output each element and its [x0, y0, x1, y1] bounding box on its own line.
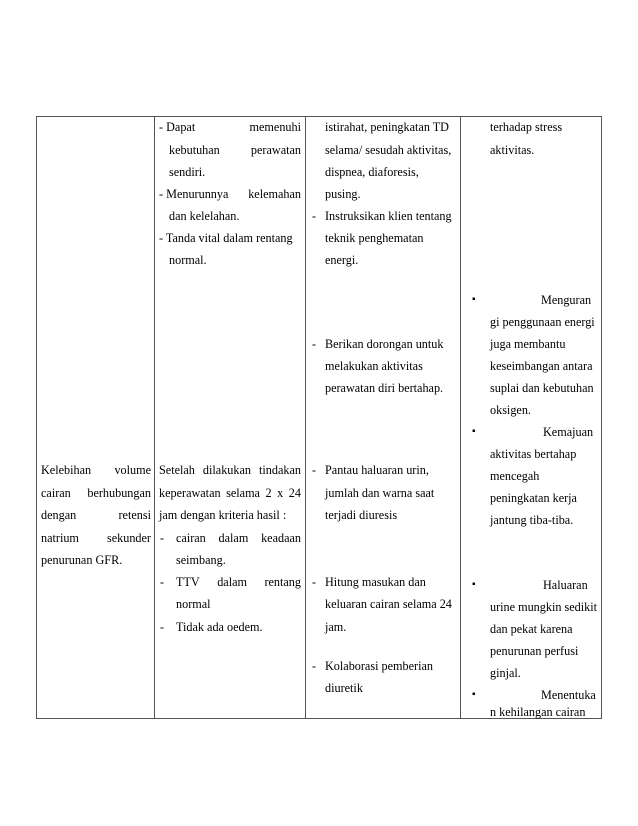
- diagnosis-line-2: cairan berhubungan: [41, 486, 151, 500]
- intervention-line: energi.: [325, 253, 359, 267]
- rationale-line: Menguran: [541, 293, 592, 307]
- rationale-line: aktivitas.: [490, 143, 535, 157]
- criteria-line: jam dengan kriteria hasil :: [159, 508, 287, 522]
- intervention-dash: -: [312, 659, 317, 673]
- rationale-line: keseimbangan antara: [490, 359, 593, 373]
- intervention-dash: -: [312, 337, 317, 351]
- goal-line: sendiri.: [169, 165, 206, 179]
- intervention-dash: -: [312, 463, 317, 477]
- square-bullet-icon: ▪: [472, 579, 476, 590]
- column-divider-2: [305, 116, 306, 719]
- square-bullet-icon: ▪: [472, 689, 476, 700]
- column-divider-1: [154, 116, 155, 719]
- intervention-line: perawatan diri bertahap.: [325, 381, 444, 395]
- criteria-line: normal: [176, 597, 211, 611]
- rationale-line: peningkatan kerja: [490, 491, 577, 505]
- intervention-line: jam.: [325, 620, 347, 634]
- rationale-line: mencegah: [490, 469, 540, 483]
- goal-line: - Menurunnya kelemahan: [159, 187, 301, 201]
- square-bullet-icon: ▪: [472, 426, 476, 437]
- intervention-line: selama/ sesudah aktivitas,: [325, 143, 452, 157]
- intervention-line: pusing.: [325, 187, 361, 201]
- rationale-line: penurunan perfusi: [490, 644, 579, 658]
- diagnosis-line-1: Kelebihan volume: [41, 463, 151, 477]
- rationale-line: gi penggunaan energi: [490, 315, 595, 329]
- rationale-line: ginjal.: [490, 666, 521, 680]
- goal-line: - Tanda vital dalam rentang: [159, 231, 293, 245]
- intervention-line: jumlah dan warna saat: [325, 486, 435, 500]
- intervention-line: diuretik: [325, 681, 363, 695]
- rationale-line: oksigen.: [490, 403, 531, 417]
- rationale-line: terhadap stress: [490, 120, 563, 134]
- rationale-line: dan pekat karena: [490, 622, 573, 636]
- goal-line: dan kelelahan.: [169, 209, 240, 223]
- criteria-line: keperawatan selama 2 x 24: [159, 486, 301, 500]
- rationale-line: Menentuka: [541, 688, 596, 702]
- intervention-line: Hitung masukan dan: [325, 575, 426, 589]
- intervention-line: teknik penghematan: [325, 231, 424, 245]
- intervention-line: Berikan dorongan untuk: [325, 337, 444, 351]
- intervention-dash: -: [312, 209, 317, 223]
- rationale-line: juga membantu: [490, 337, 566, 351]
- square-bullet-icon: ▪: [472, 294, 476, 305]
- column-divider-3: [460, 116, 461, 719]
- rationale-line: urine mungkin sedikit: [490, 600, 597, 614]
- rationale-line: n kehilangan cairan: [490, 705, 586, 719]
- rationale-line: jantung tiba-tiba.: [490, 513, 574, 527]
- intervention-line: dispnea, diaforesis,: [325, 165, 419, 179]
- rationale-line: Kemajuan: [543, 425, 594, 439]
- goal-line: kebutuhan perawatan: [169, 143, 301, 157]
- rationale-line: Haluaran: [543, 578, 588, 592]
- rationale-line: suplai dan kebutuhan: [490, 381, 594, 395]
- criteria-line: seimbang.: [176, 553, 226, 567]
- criteria-line: Tidak ada oedem.: [176, 620, 263, 634]
- intervention-line: melakukan aktivitas: [325, 359, 423, 373]
- criteria-dash: -: [160, 575, 165, 589]
- intervention-line: istirahat, peningkatan TD: [325, 120, 449, 134]
- criteria-dash: -: [160, 531, 165, 545]
- intervention-line: Instruksikan klien tentang: [325, 209, 452, 223]
- rationale-line: aktivitas bertahap: [490, 447, 577, 461]
- diagnosis-line-4: natrium sekunder: [41, 531, 151, 545]
- goal-line: normal.: [169, 253, 207, 267]
- diagnosis-line-3: dengan retensi: [41, 508, 151, 522]
- intervention-line: terjadi diuresis: [325, 508, 398, 522]
- intervention-line: Kolaborasi pemberian: [325, 659, 433, 673]
- criteria-line: cairan dalam keadaan: [176, 531, 301, 545]
- criteria-dash: -: [160, 620, 165, 634]
- goal-line: - Dapat memenuhi: [159, 120, 301, 134]
- diagnosis-line-5: penurunan GFR.: [41, 553, 123, 567]
- intervention-line: Pantau haluaran urin,: [325, 463, 429, 477]
- criteria-line: Setelah dilakukan tindakan: [159, 463, 301, 477]
- criteria-line: TTV dalam rentang: [176, 575, 301, 589]
- intervention-line: keluaran cairan selama 24: [325, 597, 452, 611]
- intervention-dash: -: [312, 575, 317, 589]
